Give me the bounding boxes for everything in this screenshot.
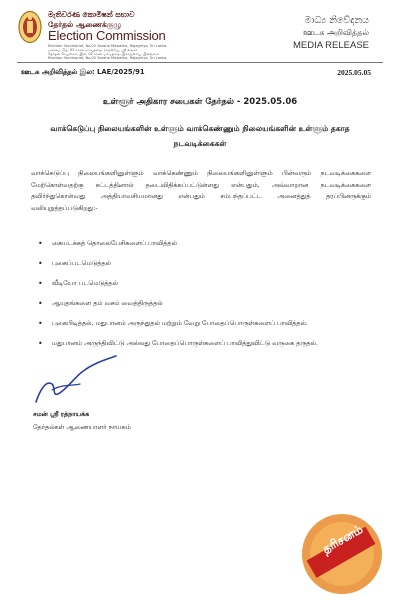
stamp-label: தரிசனம்	[319, 521, 366, 557]
address-line: Election Secretariat, No.02 Sarana Mawatha, Rajagiriya, Sri Lanka	[48, 44, 167, 48]
media-release-english: MEDIA RELEASE	[292, 40, 369, 51]
address-line: தேர்தல் செயலகம், இல. 02 சரண மாவத்தை, இராஜகிரிய, இலங்கை	[48, 52, 159, 56]
address-line: Election Secretariat, No.02 Sarana Mawatha, Rajagiriya, Sri Lanka	[48, 56, 167, 60]
list-item: • மதுபானம் அருந்திவிட்டு அல்லது போதைப்பொருள்களைப் பாவித்துவிட்டு வருகை தருதல்.	[38, 338, 368, 349]
election-commission-seal-icon	[18, 10, 42, 44]
signatory-name: சமன் ஸ்ரீ ரத்நாயக்க	[33, 410, 90, 418]
list-item: • புகைப்படமெடுத்தல்	[38, 258, 368, 269]
address-line: மகரகம, நெ. 02 சரண மாவத்தை, ராஜகிரிய, ஸ்ரீ லங்கா	[48, 48, 138, 52]
intro-paragraph: வாக்கெடுப்பு நிலையங்களினுள்ளும் வாக்கெண்ணும் நிலையங்களினுள்ளும் பின்வரும் நடவடிக்கைகளை மேற்கொள்வதற்கு சட்டத்தினால் தடைவிதிக்கப்பட்டுள்ளது என்பதும், அவ்வாறான நடவடிக்கைகளை தவிர்ந்துகொள்வது அத்தியாவசியமானது என்பதும் சம்பந்தப்பட்ட அனைத்துத் தரப்பினருக்கும் வலியுறுத்தப்படுகிறது:-	[31, 169, 371, 212]
handwritten-signature	[22, 350, 122, 408]
list-item: • புகைபிடித்தல், மதுபானம் அருந்துதல் மற்றும் வேறு போதைப்பொருள்களைப் பாவித்தல்.	[38, 318, 368, 329]
media-release-sinhala: මාධ්‍ය නිවේදනය	[304, 15, 369, 26]
org-name-tamil: தேர்தல் ஆணைக்குழு	[48, 20, 122, 29]
reference-number: ஊடக அறிவித்தல் இல: LAE/2025/91	[21, 68, 145, 76]
media-release-tamil: ஊடக அறிவித்தல்	[302, 28, 369, 37]
org-name-sinhala: මැතිවරණ කොමිෂන් සභාව	[48, 10, 135, 19]
page-title: உள்ளூர் அதிகார சபைகள் தேர்தல் - 2025.05.06	[102, 97, 298, 107]
list-item: • கையடக்கத் தொலைபேசிகளைப் பாவித்தல்	[38, 238, 368, 249]
signatory-title: தேர்தல்கள் ஆணையாளர் நாயகம்	[33, 423, 131, 431]
page-subtitle: வாக்கெடுப்பு நிலையங்களின் உள்ளும் வாக்கெண்ணும் நிலையங்களின் உள்ளும் தகாத நடவடிக்கைகள்	[50, 124, 350, 148]
list-item: • வீடியோ படமெடுத்தல்	[38, 278, 368, 289]
release-date: 2025.05.05	[337, 68, 371, 77]
org-name-english: Election Commission	[48, 28, 166, 43]
header-divider	[17, 62, 383, 63]
prohibited-activities-list	[38, 238, 368, 358]
list-item: • ஆயுதங்களை தம் வசம் வைத்திருத்தல்	[38, 298, 368, 309]
